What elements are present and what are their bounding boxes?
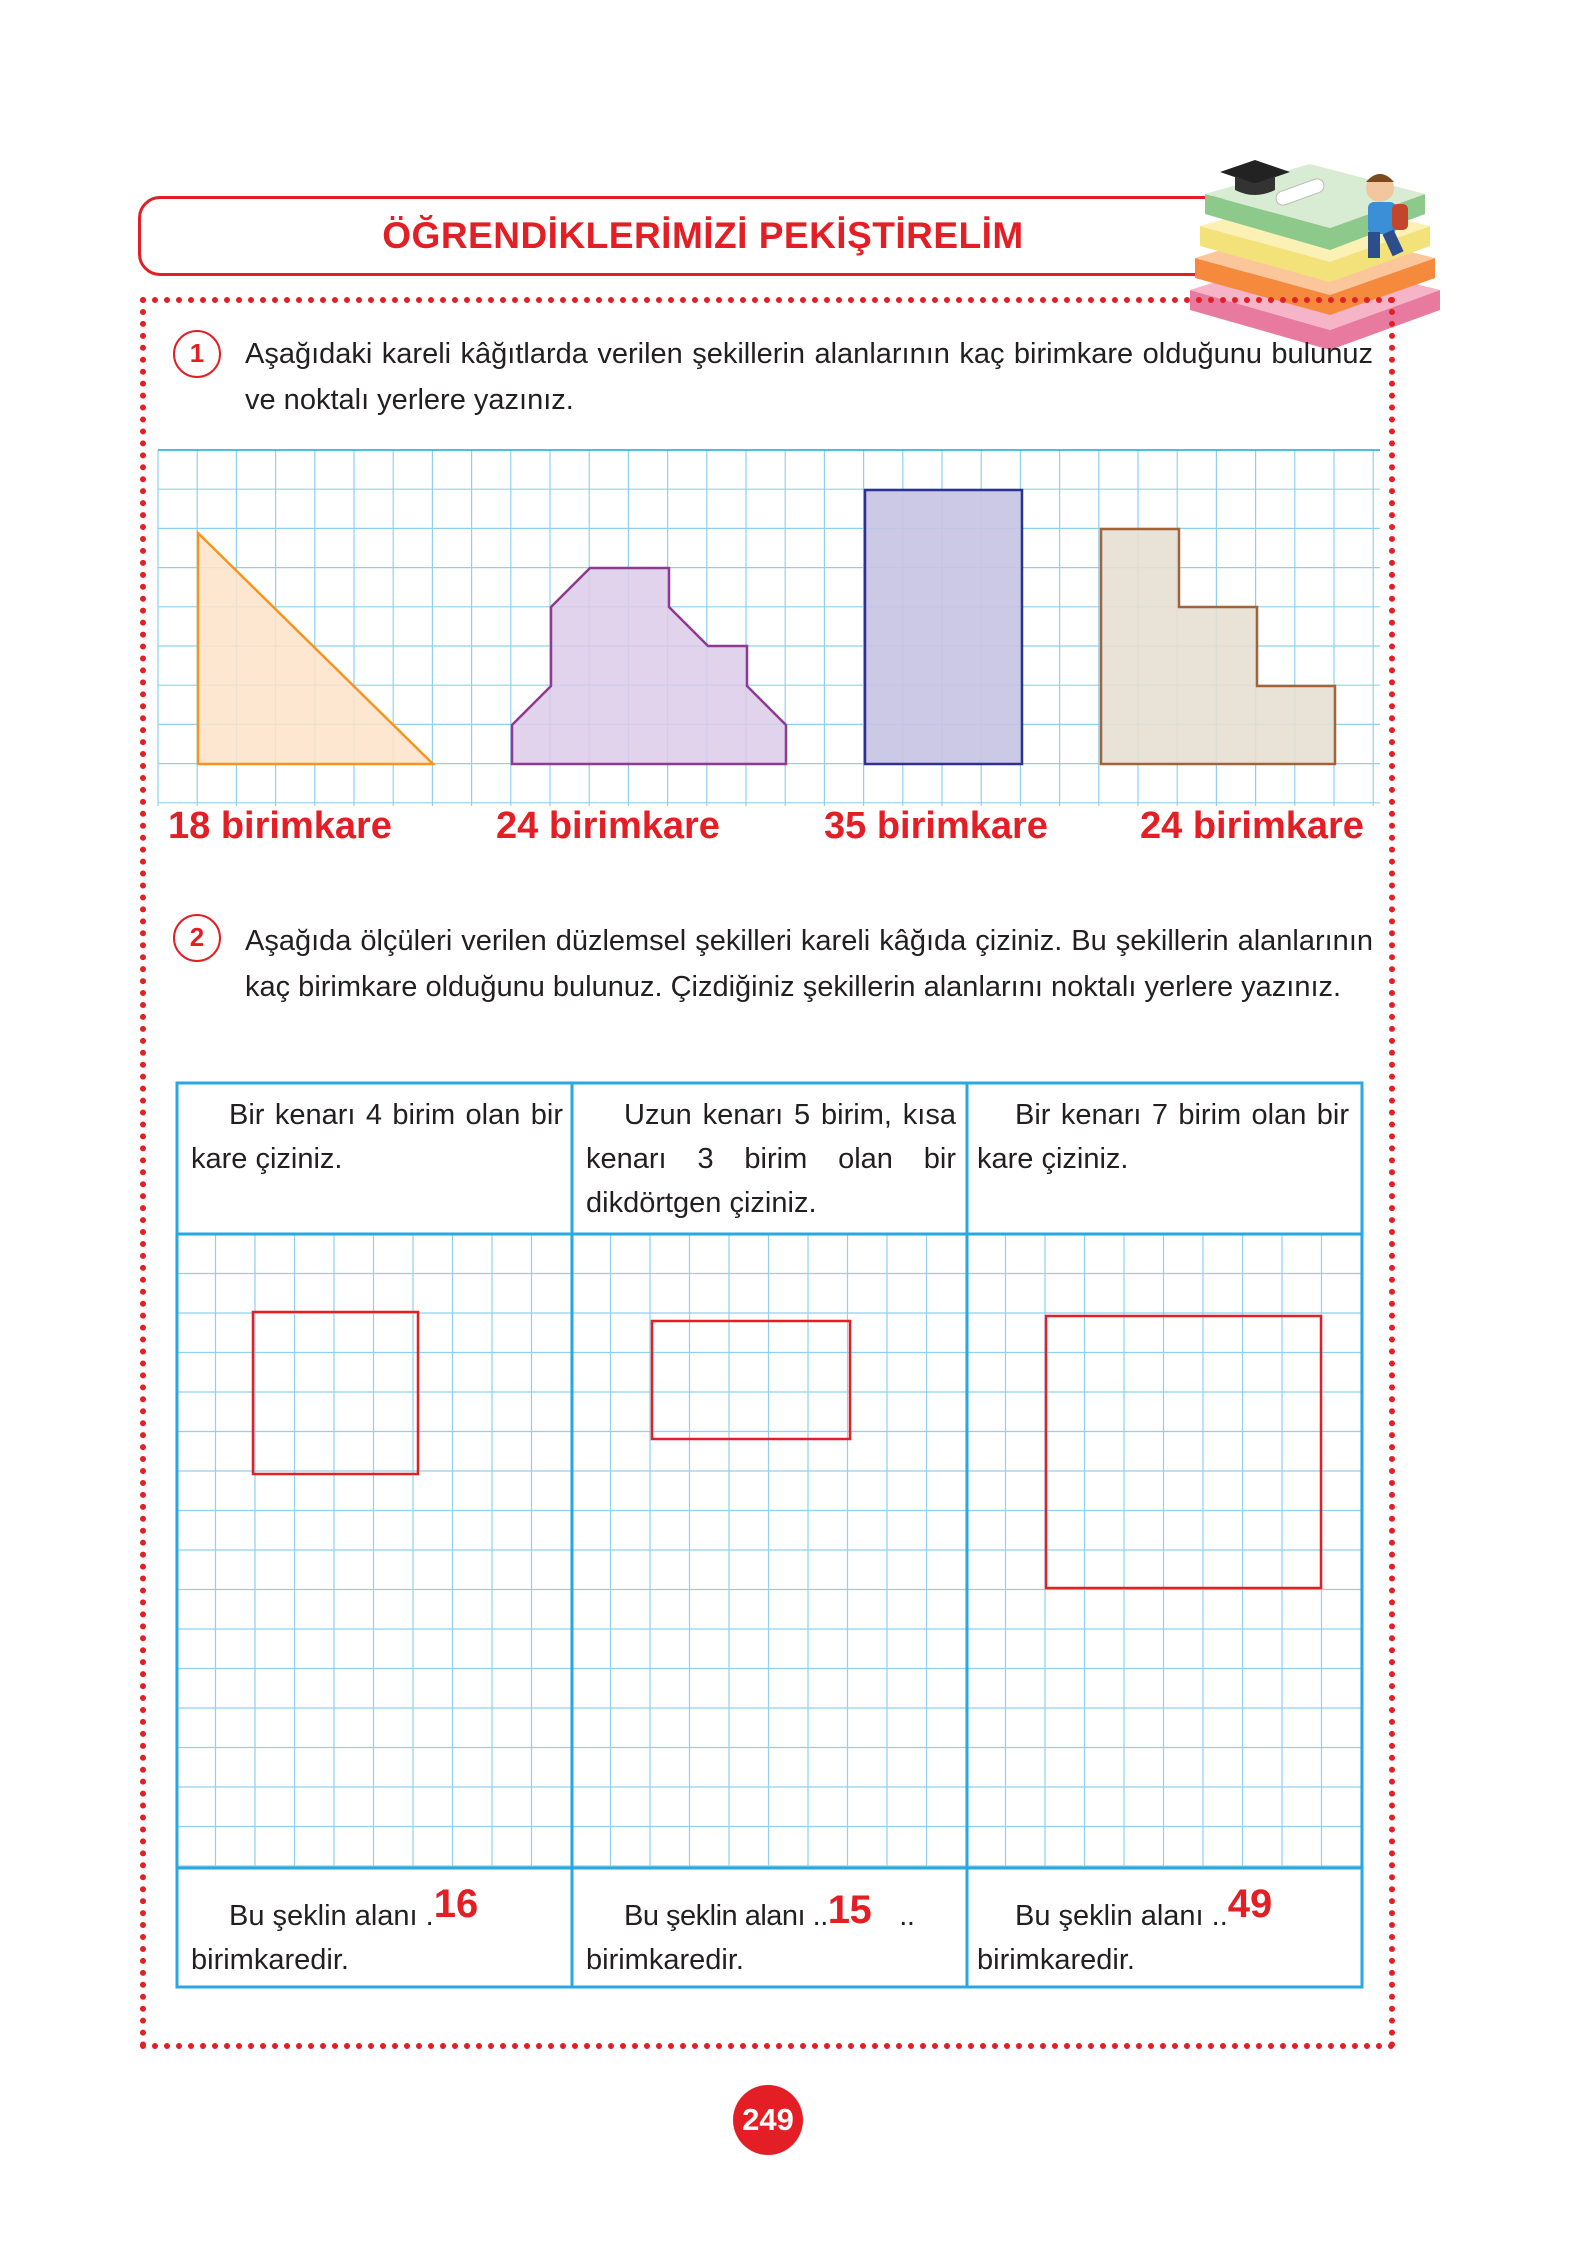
area-prefix: Bu şeklin alanı .. <box>1015 1900 1228 1932</box>
area-prefix: Bu şeklin alanı .. <box>624 1900 828 1932</box>
instruction-cell-3: Bir kenarı 7 birim olan bir kare çiziniz. <box>977 1099 1349 1175</box>
area-line2: birimkaredir. <box>191 1944 349 1976</box>
drawn-square-7 <box>1046 1316 1321 1588</box>
area-line2: birimkaredir. <box>977 1944 1135 1976</box>
instruction-cell-2: Uzun kenarı 5 birim, kısa kenarı 3 birim olan bir dikdörtgen çiziniz. <box>586 1099 956 1219</box>
page-title: ÖĞRENDİKLERİMİZİ PEKİŞTİRELİM <box>382 215 1024 256</box>
drawn-square-4 <box>253 1312 418 1474</box>
q2-grid-lines <box>176 1234 1363 1868</box>
answer-triangle: 18 birimkare <box>168 805 392 847</box>
question-2-text: Aşağıda ölçüleri verilen düzlemsel şekilleri kareli kâğıda çiziniz. Bu şekillerin alanlarının kaç birimkare olduğunu bulunuz. Çizdiğiniz şekillerin alanlarını noktalı yerlere yazınız. <box>245 925 1373 1003</box>
q1-grid-paper <box>158 450 1380 806</box>
polygon-shape <box>512 568 786 764</box>
area-line2: birimkaredir. <box>586 1944 744 1976</box>
instruction-cell-1: Bir kenarı 4 birim olan bir kare çiziniz. <box>191 1099 563 1175</box>
drawn-rectangle-5x3 <box>652 1321 850 1439</box>
area-cell-3 <box>977 1882 1357 1982</box>
area-value: 15 <box>827 1888 872 1932</box>
page-number: 249 <box>733 2085 803 2155</box>
area-suffix: .. <box>899 1900 915 1932</box>
question-2-number: 2 <box>173 914 221 962</box>
question-1-number: 1 <box>173 330 221 378</box>
area-value: 49 <box>1227 1882 1273 1926</box>
rectangle-shape <box>865 490 1022 764</box>
answer-rectangle: 35 birimkare <box>824 805 1048 847</box>
area-prefix: Bu şeklin alanı . <box>229 1900 434 1932</box>
area-cell-2 <box>586 1890 966 1982</box>
answer-polygon: 24 birimkare <box>496 805 720 847</box>
area-value: 16 <box>433 1882 479 1926</box>
answer-l-shape: 24 birimkare <box>1140 805 1364 847</box>
area-cell-1 <box>191 1882 571 1982</box>
question-1-text: Aşağıdaki kareli kâğıtlarda verilen şekillerin alanlarının kaç birimkare olduğunu bulunuz ve noktalı yerlere yazınız. <box>245 338 1373 416</box>
